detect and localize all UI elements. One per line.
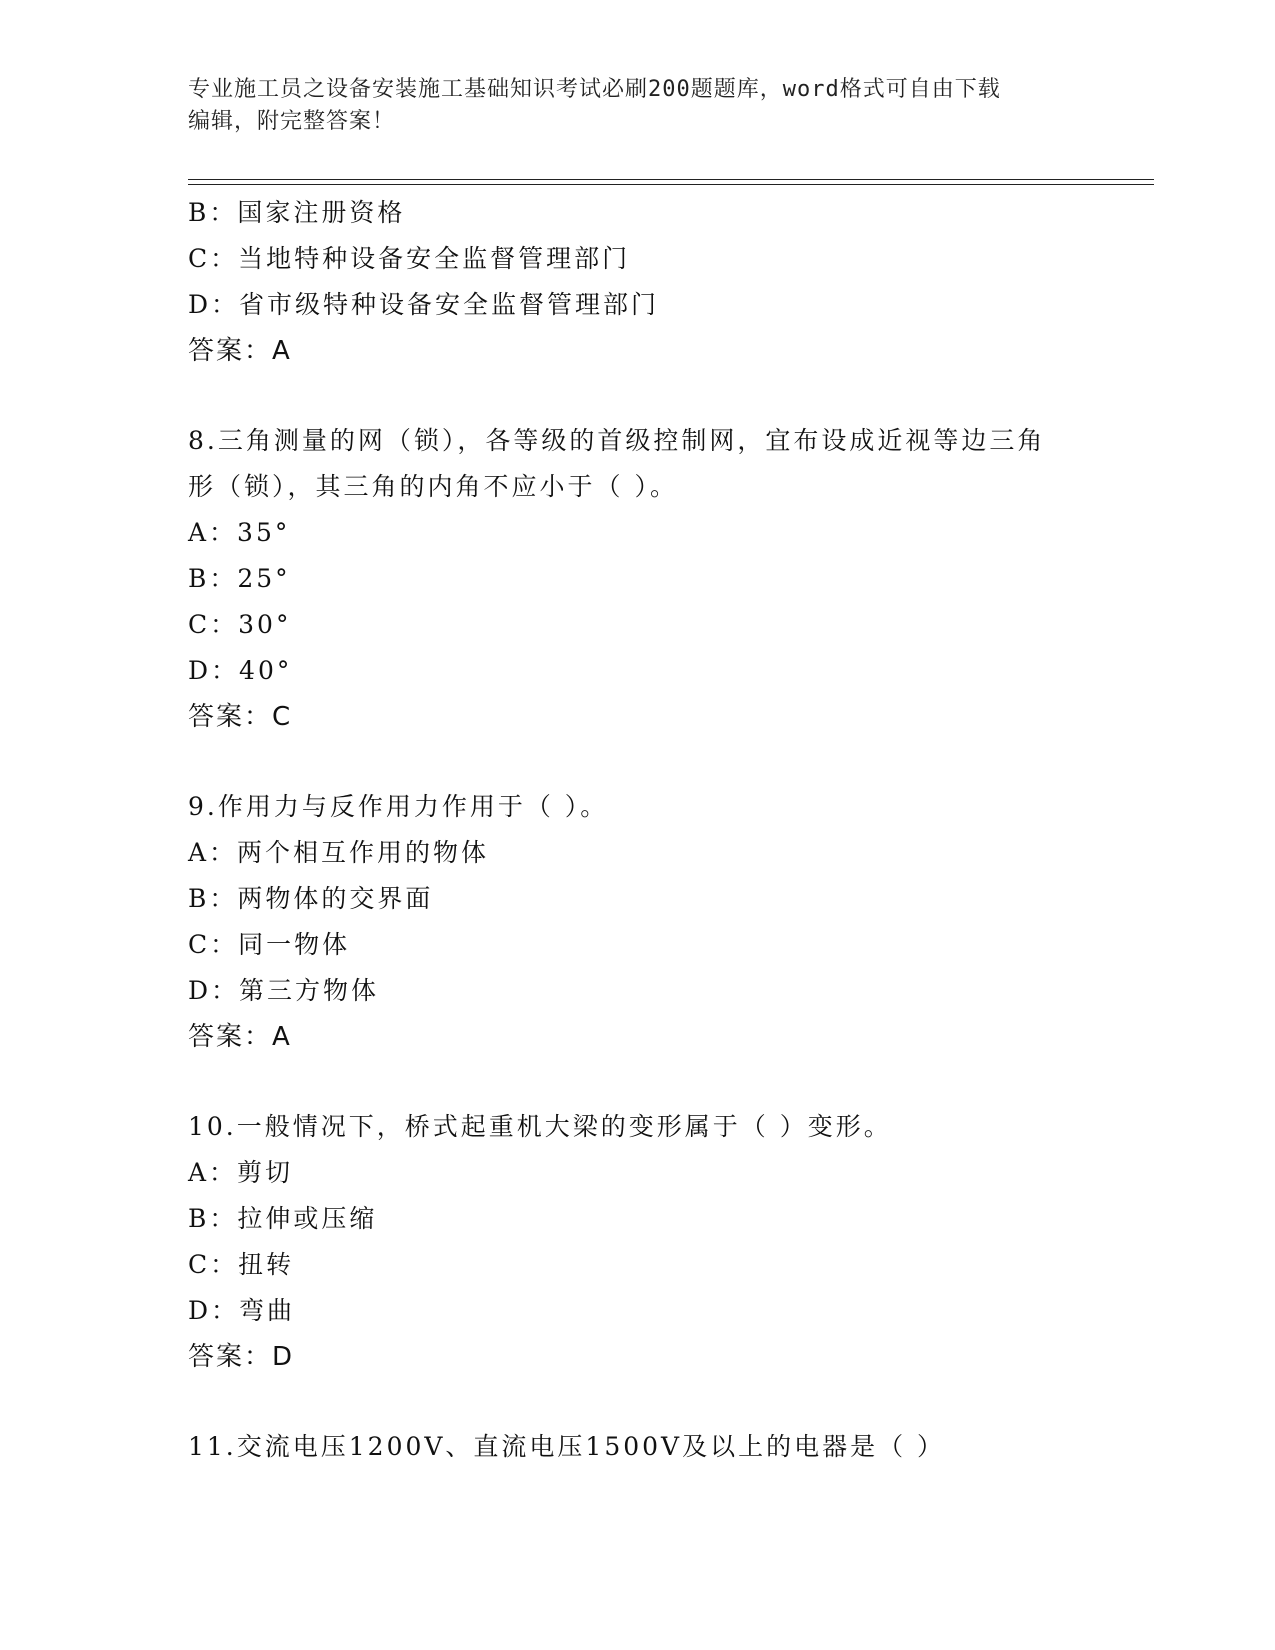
question-11 [188, 1424, 1154, 1470]
option-c: C：扭转 [188, 1250, 295, 1279]
answer-label: 答案：A [188, 1022, 292, 1052]
question-8 [188, 418, 1154, 740]
question-list [188, 190, 1154, 1470]
question-stem: 10.一般情况下，桥式起重机大梁的变形属于（ ）变形。 [188, 1112, 892, 1141]
option-d: D：弯曲 [188, 1296, 296, 1325]
option-a: A：剪切 [188, 1158, 294, 1187]
question-stem: 8.三角测量的网（锁），各等级的首级控制网，宜布设成近视等边三角形（锁），其三角的内角不应小于（ ）。 [188, 426, 1046, 501]
option-c: C：30° [188, 610, 292, 639]
header-line-2: 编辑，附完整答案！ [188, 109, 396, 134]
answer-label: 答案：C [188, 702, 293, 732]
option-b: B：25° [188, 564, 291, 593]
header-line-1: 专业施工员之设备安装施工基础知识考试必刷200题题库，word格式可自由下载 [188, 77, 1001, 102]
question-stem: 11.交流电压1200V、直流电压1500V及以上的电器是（ ） [188, 1432, 946, 1461]
option-b: B：国家注册资格 [188, 198, 406, 227]
header-divider-bottom [188, 184, 1154, 185]
option-d: D：第三方物体 [188, 976, 380, 1005]
option-a: A：两个相互作用的物体 [188, 838, 490, 867]
option-d: D：40° [188, 656, 293, 685]
option-a: A：35° [188, 518, 291, 547]
answer-label: 答案：D [188, 1342, 295, 1372]
answer-label: 答案：A [188, 336, 292, 366]
option-b: B：两物体的交界面 [188, 884, 434, 913]
question-carryover [188, 190, 1154, 374]
option-b: B：拉伸或压缩 [188, 1204, 378, 1233]
document-header [188, 74, 1088, 138]
question-stem: 9.作用力与反作用力作用于（ ）。 [188, 792, 609, 821]
question-10 [188, 1104, 1154, 1380]
header-divider-top [188, 179, 1154, 180]
option-c: C：当地特种设备安全监督管理部门 [188, 244, 631, 273]
question-9 [188, 784, 1154, 1060]
option-c: C：同一物体 [188, 930, 351, 959]
option-d: D：省市级特种设备安全监督管理部门 [188, 290, 660, 319]
